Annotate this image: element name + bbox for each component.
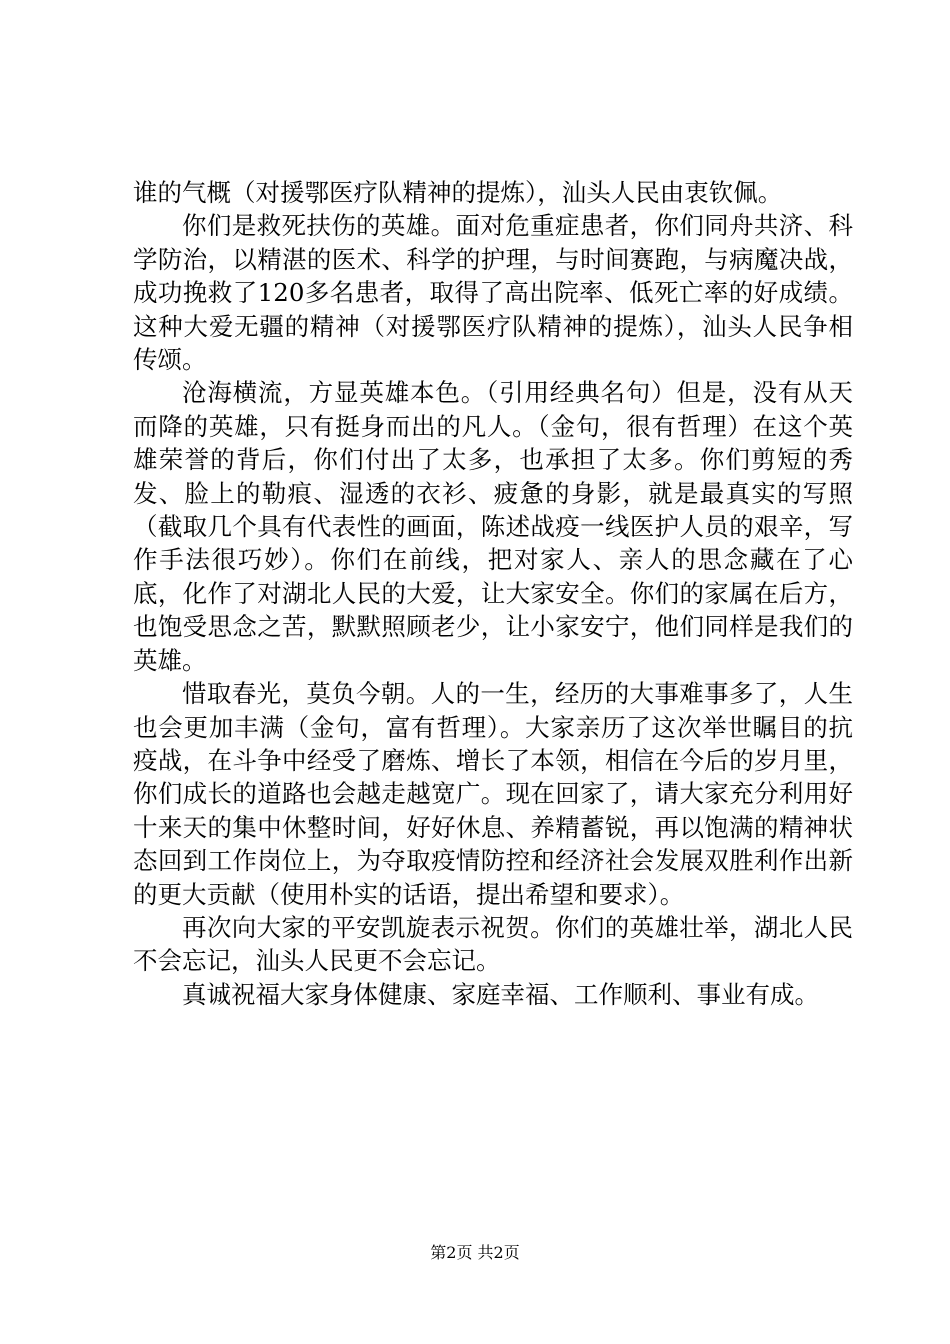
document-body [133,176,853,1011]
page-number: 第2页 共2页 [430,1243,520,1262]
paragraph-2: 你们是救死扶伤的英雄。面对危重症患者，你们同舟共济、科学防治，以精湛的医术、科学的护理，与时间赛跑，与病魔决战，成功挽救了120多名患者，取得了高出院率、低死亡率的好成绩。这种大爱无疆的精神（对援鄂医疗队精神的提炼），汕头人民争相传颂。 [133,211,853,375]
paragraph-6: 真诚祝福大家身体健康、家庭幸福、工作顺利、事业有成。 [182,979,819,1009]
paragraph-3: 沧海横流，方显英雄本色。（引用经典名句）但是，没有从天而降的英雄，只有挺身而出的凡人。（金句，很有哲理）在这个英雄荣誉的背后，你们付出了太多，也承担了太多。你们剪短的秀发、脸上的勒痕、湿透的衣衫、疲惫的身影，就是最真实的写照（截取几个具有代表性的画面，陈述战疫一线医护人员的艰辛，写作手法很巧妙）。你们在前线，把对家人、亲人的思念藏在了心底，化作了对湖北人民的大爱，让大家安全。你们的家属在后方，也饱受思念之苦，默默照顾老少，让小家安宁，他们同样是我们的英雄。 [133,378,853,675]
page-footer [0,1243,950,1263]
paragraph-5: 再次向大家的平安凯旋表示祝贺。你们的英雄壮举，湖北人民不会忘记，汕头人民更不会忘记。 [133,912,853,976]
paragraph-1: 谁的气概（对援鄂医疗队精神的提炼），汕头人民由衷钦佩。 [133,178,783,207]
paragraph-4: 惜取春光，莫负今朝。人的一生，经历的大事难事多了，人生也会更加丰满（金句，富有哲理）。大家亲历了这次举世瞩目的抗疫战，在斗争中经受了磨炼、增长了本领，相信在今后的岁月里，你们成长的道路也会越走越宽广。现在回家了，请大家充分利用好十来天的集中休整时间，好好休息、养精蓄锐，再以饱满的精神状态回到工作岗位上，为夺取疫情防控和经济社会发展双胜利作出新的更大贡献（使用朴实的话语，提出希望和要求）。 [133,679,853,909]
